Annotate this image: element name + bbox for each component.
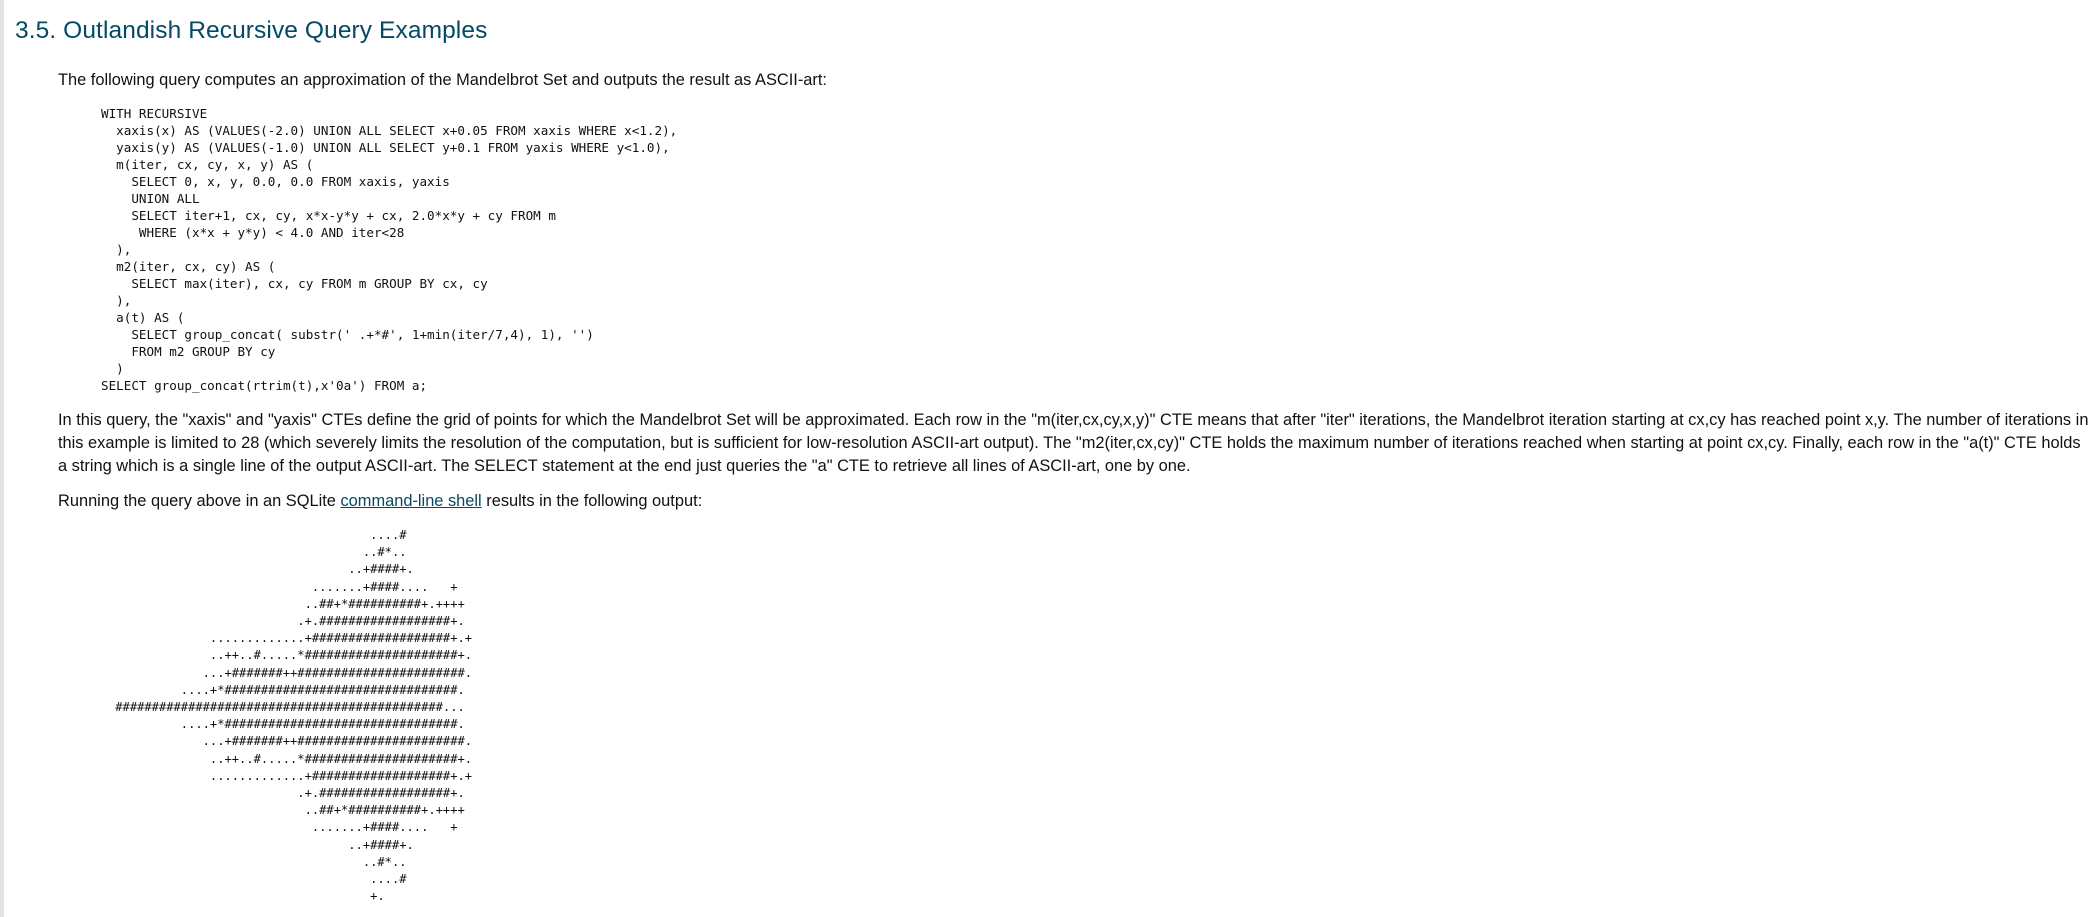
output-line: .............+###################+.+ bbox=[108, 768, 473, 783]
running-text-before: Running the query above in an SQLite bbox=[58, 492, 341, 510]
code-line: ) bbox=[101, 361, 124, 376]
output-line: .......+####.... + bbox=[108, 820, 458, 835]
output-line: ..++..#.....*#####################+. bbox=[108, 648, 473, 663]
code-line: FROM m2 GROUP BY cy bbox=[101, 344, 276, 359]
code-line: a(t) AS ( bbox=[101, 310, 185, 325]
code-line: SELECT iter+1, cx, cy, x*x-y*y + cx, 2.0*x*y + cy FROM m bbox=[101, 208, 556, 223]
sql-code-block bbox=[101, 105, 677, 394]
explanation-line: a string which is a single line of the output ASCII-art. The SELECT statement at the end just queries the "a" CTE to retrieve all lines of ASCII-art, one by one. bbox=[58, 457, 1191, 475]
code-line: ), bbox=[101, 293, 132, 308]
running-text-after: results in the following output: bbox=[481, 492, 703, 510]
code-line: SELECT group_concat( substr(' .+*#', 1+min(iter/7,4), 1), '') bbox=[101, 327, 594, 342]
output-line: ....# bbox=[108, 872, 407, 887]
explanation-line: this example is limited to 28 (which severely limits the resolution of the computation, but is sufficient for low-resolution ASCII-art output). The "m2(iter,cx,cy)" CTE holds the maximum number of iterations reached when starting at point cx,cy. Finally, each row in the "a(t)" CTE holds bbox=[58, 434, 2081, 452]
code-line: SELECT max(iter), cx, cy FROM m GROUP BY cx, cy bbox=[101, 276, 488, 291]
output-line: ....# bbox=[108, 528, 407, 542]
code-line: m(iter, cx, cy, x, y) AS ( bbox=[101, 157, 314, 172]
output-line: ...+#######++#######################. bbox=[108, 734, 473, 749]
output-line: ....+*################################. bbox=[108, 717, 465, 732]
code-line: xaxis(x) AS (VALUES(-2.0) UNION ALL SELECT x+0.05 FROM xaxis WHERE x<1.2), bbox=[101, 123, 678, 138]
output-line: ..+####+. bbox=[108, 837, 414, 852]
code-line: ), bbox=[101, 242, 132, 257]
output-line: ....+*################################. bbox=[108, 682, 465, 697]
output-line: .............+###################+.+ bbox=[108, 631, 473, 646]
output-line: +. bbox=[108, 889, 385, 904]
output-line: ..#*.. bbox=[108, 545, 407, 560]
explanation-paragraph bbox=[58, 409, 2088, 478]
output-line: ..+####+. bbox=[108, 562, 414, 577]
intro-paragraph: The following query computes an approximation of the Mandelbrot Set and outputs the result as ASCII-art: bbox=[58, 71, 827, 89]
output-line: ..++..#.....*#####################+. bbox=[108, 751, 473, 766]
ascii-art-output bbox=[108, 527, 472, 905]
code-line: SELECT group_concat(rtrim(t),x'0a') FROM a; bbox=[101, 378, 428, 393]
output-line: ...+#######++#######################. bbox=[108, 665, 473, 680]
code-line: SELECT 0, x, y, 0.0, 0.0 FROM xaxis, yaxis bbox=[101, 174, 450, 189]
code-line: UNION ALL bbox=[101, 191, 200, 206]
code-line: m2(iter, cx, cy) AS ( bbox=[101, 259, 276, 274]
code-line: WITH RECURSIVE bbox=[101, 106, 208, 121]
output-line: #############################################... bbox=[108, 700, 465, 715]
command-line-shell-link[interactable]: command-line shell bbox=[340, 492, 482, 510]
output-line: ..#*.. bbox=[108, 854, 407, 869]
output-line: .+.##################+. bbox=[108, 614, 465, 629]
output-line: .......+####.... + bbox=[108, 579, 458, 594]
output-line: ..##+*##########+.++++ bbox=[108, 803, 465, 818]
section-title: 3.5. Outlandish Recursive Query Examples bbox=[15, 17, 488, 44]
output-line: ..##+*##########+.++++ bbox=[108, 596, 465, 611]
code-line: yaxis(y) AS (VALUES(-1.0) UNION ALL SELECT y+0.1 FROM yaxis WHERE y<1.0), bbox=[101, 140, 670, 155]
explanation-line: In this query, the "xaxis" and "yaxis" CTEs define the grid of points for which the Mandelbrot Set will be approximated. Each row in the "m(iter,cx,cy,x,y)" CTE means that after "iter" iterations, the Mandelbrot iteration starting at cx,cy has reached point x,y. The number of iterations in bbox=[58, 411, 2088, 429]
output-line: .+.##################+. bbox=[108, 786, 465, 801]
running-paragraph bbox=[58, 490, 702, 513]
code-line: WHERE (x*x + y*y) < 4.0 AND iter<28 bbox=[101, 225, 405, 240]
